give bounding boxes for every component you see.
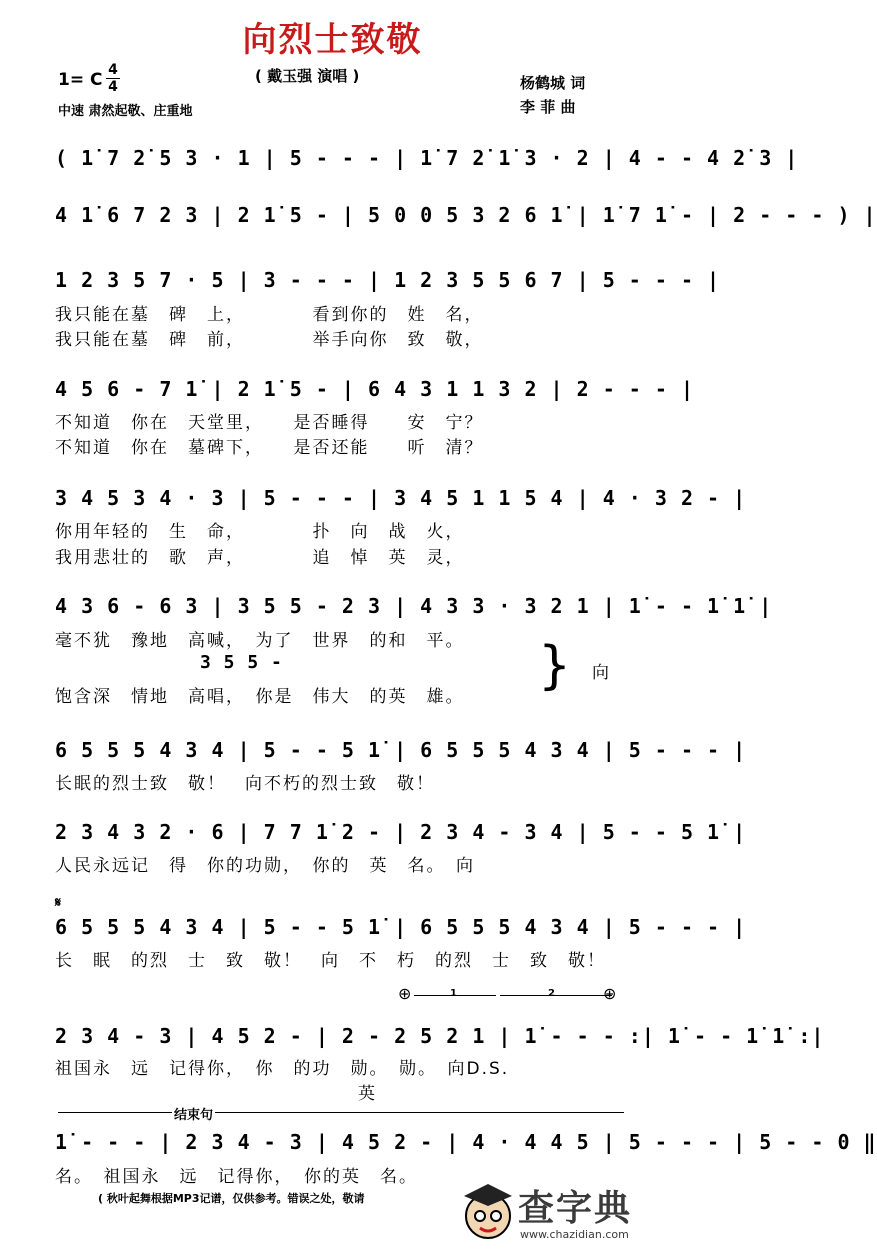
coda-icon: ⊕ [398, 984, 412, 1003]
volta-2-label: 2 [548, 988, 555, 999]
lyric-line-7: 长眠的烈士致 敬！ 向不朽的烈士致 敬！ [55, 774, 435, 794]
watermark-logo [458, 1178, 658, 1250]
footer-note: ( 秋叶起舞根据MP3记谱，仅供参考。错误之处，敬请 [98, 1192, 365, 1205]
performer: ( 戴玉强 演唱 ) [255, 67, 360, 85]
score-line-3: 1 2 3 5 7 · 5 | 3 - - - | 1 2 3 5 5 6 7 | 5 - - - | [55, 268, 721, 292]
segno-icon: 𝄋 [55, 895, 62, 911]
score-line-1: ( 1̇ 7 2̇ 5 3 · 1 | 5 - - - | 1̇ 7 2̇ 1̇ 3 · 2 | 4 - - 4 2̇ 3 | [55, 146, 799, 170]
sub-lyric: 英 [358, 1084, 377, 1104]
lyric-line-3b: 我只能在墓 碑 前， 举手向你 致 敬， [55, 330, 484, 350]
score-line-5: 3 4 5 3 4 · 3 | 5 - - - | 3 4 5 1 1 5 4 | 4 · 3 2 - | [55, 486, 747, 510]
lyric-line-5b: 我用悲壮的 歌 声， 追 悼 英 灵， [55, 548, 465, 568]
score-line-7: 6 5 5 5 4 3 4 | 5 - - 5 1̇ | 6 5 5 5 4 3 4 | 5 - - - | [55, 738, 747, 762]
volta-1-label: 1 [450, 988, 457, 999]
tempo-marking: 中速 肃然起敬、庄重地 [58, 104, 193, 119]
lyric-line-4a: 不知道 你在 天堂里， 是否睡得 安 宁？ [55, 413, 484, 433]
lyric-line-10: 祖国永 远 记得你， 你 的功 勋。 勋。 向D.S. [55, 1059, 510, 1079]
key-signature: 1= C [58, 70, 103, 90]
coda-icon-2: ⊕ [603, 984, 617, 1003]
alt-notes: 3 5 5 - [200, 652, 283, 673]
lyric-line-9: 长 眠 的烈 士 致 敬！ 向 不 朽 的烈 士 致 敬！ [55, 951, 606, 971]
page-title: 向烈士致敬 [242, 20, 423, 60]
aside-lyric: 向 [592, 663, 611, 683]
lyricist: 杨鹤城 词 [520, 74, 586, 92]
score-line-6: 4 3 6 - 6 3 | 3 5 5 - 2 3 | 4 3 3 · 3 2 1 | 1̇ - - 1̇ 1̇ | [55, 594, 773, 618]
lyric-line-6b: 饱含深 情地 高唱， 你是 伟大 的英 雄。 [55, 687, 465, 707]
brace: } [538, 636, 572, 696]
score-line-11: 1̇ - - - | 2 3 4 - 3 | 4 5 2 - | 4 · 4 4 5 | 5 - - - | 5 - - 0 ‖ [55, 1130, 877, 1154]
lyric-line-3a: 我只能在墓 碑 上， 看到你的 姓 名， [55, 305, 484, 325]
composer: 李 菲 曲 [520, 98, 576, 116]
ending-label: 结束句 [172, 1104, 215, 1123]
mascot-icon [458, 1178, 518, 1244]
lyric-line-11: 名。 祖国永 远 记得你， 你的英 名。 [55, 1167, 418, 1187]
score-line-9: 6 5 5 5 4 3 4 | 5 - - 5 1̇ | 6 5 5 5 4 3 4 | 5 - - - | [55, 915, 747, 939]
score-line-4: 4 5 6 - 7 1̇ | 2 1̇ 5 - | 6 4 3 1 1 3 2 | 2 - - - | [55, 377, 695, 401]
score-line-8: 2 3 4 3 2 · 6 | 7 7 1̇ 2 - | 2 3 4 - 3 4 | 5 - - 5 1̇ | [55, 820, 747, 844]
lyric-line-4b: 不知道 你在 墓碑下， 是否还能 听 清？ [55, 438, 484, 458]
ending-bracket [58, 1112, 624, 1113]
lyric-line-6a: 毫不犹 豫地 高喊， 为了 世界 的和 平。 [55, 631, 465, 651]
score-line-2: 4 1̇ 6 7 2 3 | 2 1̇ 5 - | 5 0 0 5 3 2 6 1̇ | 1̇ 7 1̇ - | 2 - - - ) | [55, 203, 877, 227]
time-sig-bottom: 4 [106, 78, 120, 95]
watermark-title: 查字典 [518, 1188, 633, 1229]
time-signature [106, 62, 120, 95]
watermark-url: www.chazidian.com [520, 1228, 629, 1241]
lyric-line-8: 人民永远记 得 你的功勋， 你的 英 名。 向 [55, 856, 475, 876]
volta-2-line [500, 995, 612, 996]
score-line-10: 2 3 4 - 3 | 4 5 2 - | 2 - 2 5 2 1 | 1̇ - - - :| 1̇ - - 1̇ 1̇ :| [55, 1024, 825, 1048]
time-sig-top: 4 [108, 62, 118, 78]
lyric-line-5a: 你用年轻的 生 命， 扑 向 战 火， [55, 522, 465, 542]
